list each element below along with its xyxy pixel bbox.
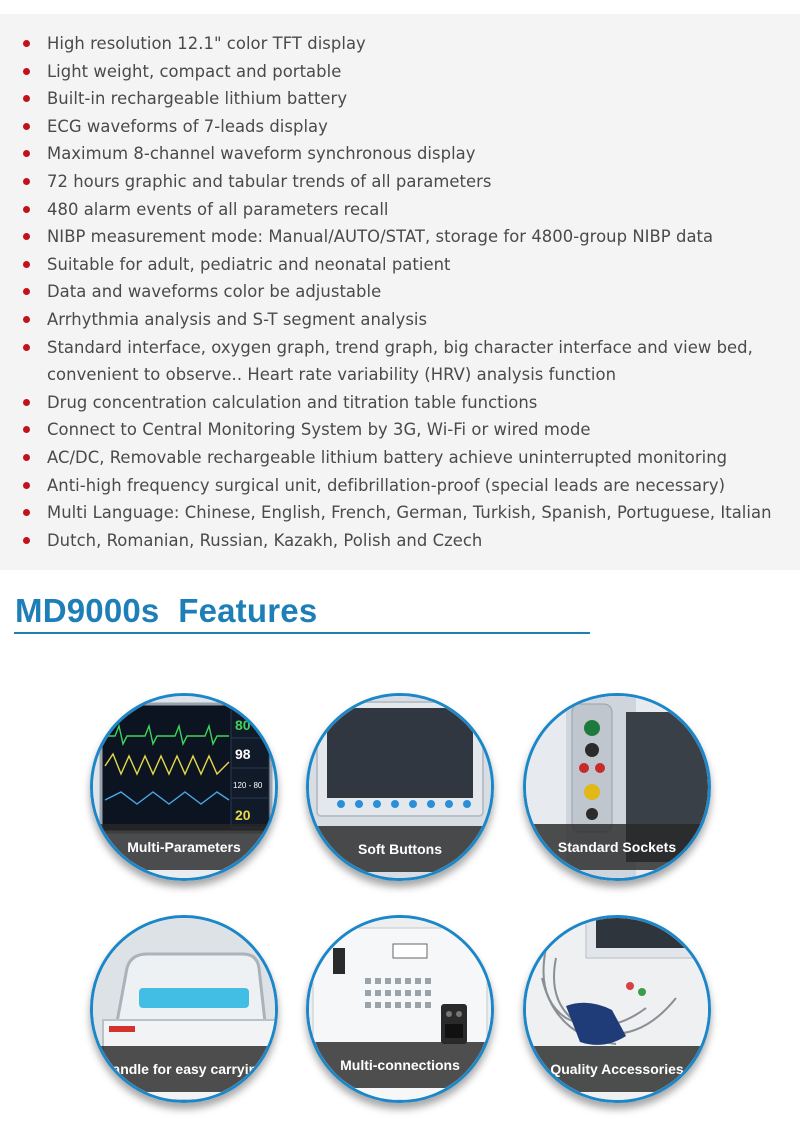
- spec-item: Built-in rechargeable lithium battery: [0, 85, 800, 113]
- bullet-icon: [23, 68, 30, 75]
- feature-label-band: [526, 1046, 708, 1092]
- spec-item: AC/DC, Removable rechargeable lithium battery achieve uninterrupted monitoring: [0, 444, 800, 472]
- feature-standard-sockets: [523, 693, 711, 881]
- bullet-icon: [23, 399, 30, 406]
- spec-item: Maximum 8-channel waveform synchronous display: [0, 140, 800, 168]
- bullet-icon: [23, 288, 30, 295]
- spec-item: 480 alarm events of all parameters recall: [0, 196, 800, 224]
- feature-label-band: [309, 1042, 491, 1088]
- bullet-icon: [23, 150, 30, 157]
- spec-item: Data and waveforms color be adjustable: [0, 278, 800, 306]
- feature-label-band: [93, 1046, 275, 1092]
- feature-label: Soft Buttons: [358, 841, 442, 857]
- bullet-icon: [23, 316, 30, 323]
- bullet-icon: [23, 178, 30, 185]
- feature-handle: [90, 915, 278, 1103]
- spec-item: High resolution 12.1" color TFT display: [0, 30, 800, 58]
- feature-quality-accessories: [523, 915, 711, 1103]
- feature-label-band: [309, 826, 491, 872]
- feature-label-band: [526, 824, 708, 870]
- bullet-icon: [23, 261, 30, 268]
- bullet-icon: [23, 426, 30, 433]
- spec-list: [0, 30, 800, 554]
- spec-item: 72 hours graphic and tabular trends of all parameters: [0, 168, 800, 196]
- feature-label: Multi-connections: [340, 1057, 460, 1073]
- bullet-icon: [23, 344, 30, 351]
- spec-item: Dutch, Romanian, Russian, Kazakh, Polish and Czech: [0, 527, 800, 555]
- spec-item: Multi Language: Chinese, English, French, German, Turkish, Spanish, Portuguese, Italian: [0, 499, 800, 527]
- feature-soft-buttons: [306, 693, 494, 881]
- spec-item: Connect to Central Monitoring System by 3G, Wi-Fi or wired mode: [0, 416, 800, 444]
- spec-item: NIBP measurement mode: Manual/AUTO/STAT, storage for 4800-group NIBP data: [0, 223, 800, 251]
- spo2-readout: 98: [235, 746, 251, 762]
- features-title: MD9000s Features: [15, 592, 318, 629]
- spec-panel: [0, 14, 800, 570]
- hr-readout: 80: [235, 717, 251, 733]
- bullet-icon: [23, 482, 30, 489]
- bullet-icon: [23, 454, 30, 461]
- title-underline: [14, 632, 590, 634]
- feature-label: Quality Accessories: [550, 1061, 684, 1077]
- feature-label: Multi-Parameters: [127, 839, 241, 855]
- spec-item: ECG waveforms of 7-leads display: [0, 113, 800, 141]
- bullet-icon: [23, 40, 30, 47]
- spec-item: Standard interface, oxygen graph, trend graph, big character interface and view bed,: [0, 334, 800, 362]
- spec-item-continuation: convenient to observe.. Heart rate variability (HRV) analysis function: [47, 365, 617, 385]
- spec-item: Anti-high frequency surgical unit, defibrillation-proof (special leads are necessary): [0, 472, 800, 500]
- bullet-icon: [23, 537, 30, 544]
- bullet-icon: [23, 509, 30, 516]
- nibp-readout: 120 - 80: [233, 781, 263, 790]
- feature-label: Handle for easy carrying: [102, 1061, 266, 1077]
- feature-label-band: [93, 824, 275, 870]
- spec-item: Arrhythmia analysis and S-T segment analysis: [0, 306, 800, 334]
- feature-multi-connections: [306, 915, 494, 1103]
- bullet-icon: [23, 206, 30, 213]
- spec-item: Suitable for adult, pediatric and neonatal patient: [0, 251, 800, 279]
- bullet-icon: [23, 233, 30, 240]
- bullet-icon: [23, 95, 30, 102]
- feature-multi-parameters: [90, 693, 278, 881]
- spec-item: Light weight, compact and portable: [0, 58, 800, 86]
- resp-readout: 20: [235, 807, 251, 823]
- feature-label: Standard Sockets: [557, 839, 677, 855]
- spec-item: Drug concentration calculation and titration table functions: [0, 389, 800, 417]
- bullet-icon: [23, 123, 30, 130]
